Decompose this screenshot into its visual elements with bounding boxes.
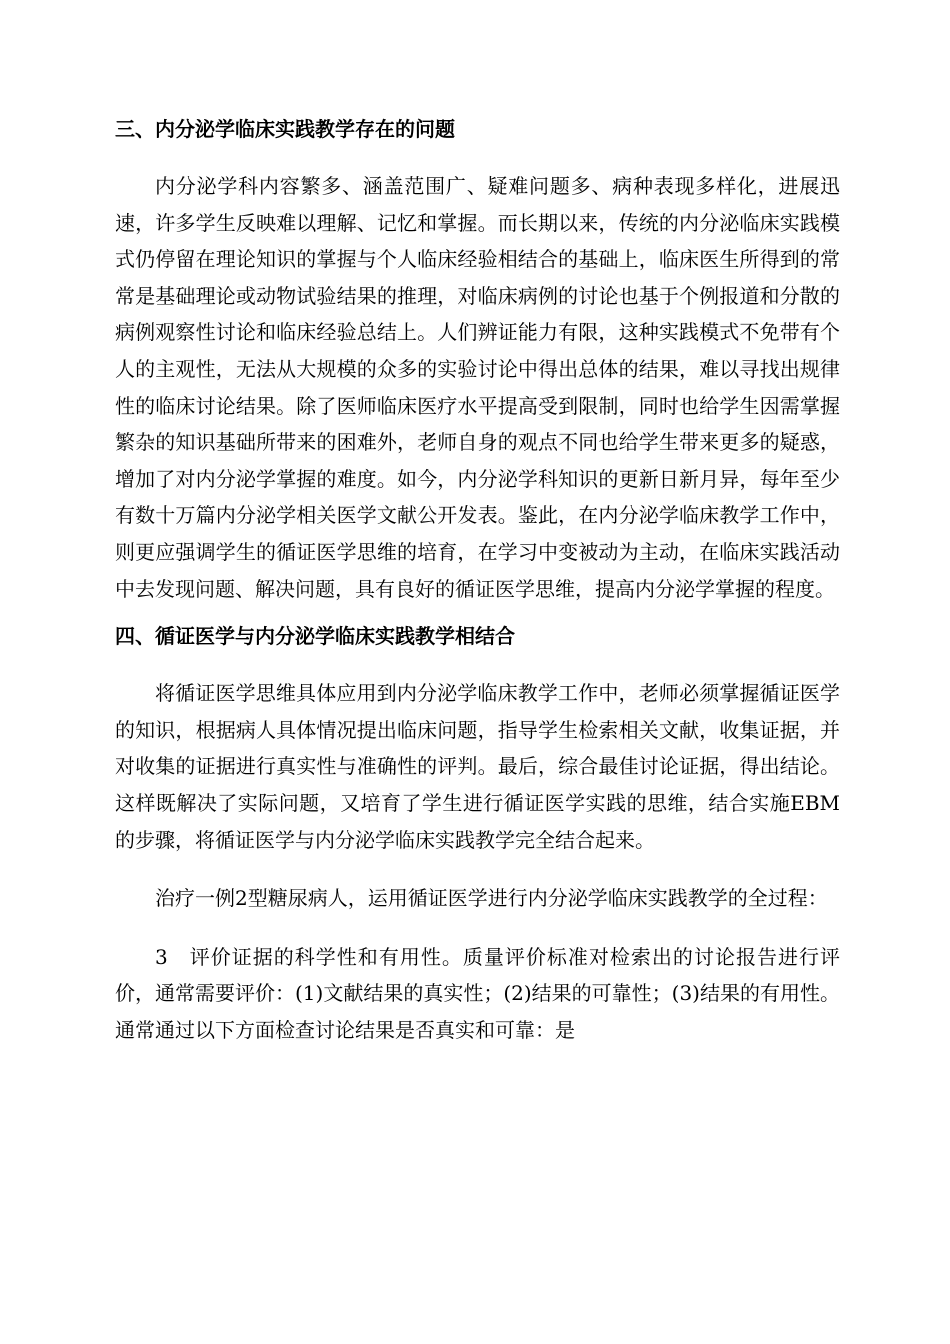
document-page (115, 112, 840, 1048)
section-4-paragraph-1: 将循证医学思维具体应用到内分泌学临床教学工作中，老师必须掌握循证医学的知识，根据病人具体情况提出临床问题，指导学生检索相关文献，收集证据，并对收集的证据进行真实性与准确性的评判。最后，综合最佳讨论证据，得出结论。这样既解决了实际问题，又培育了学生进行循证医学实践的思维，结合实施EBM的步骤，将循证医学与内分泌学临床实践教学完全结合起来。 (115, 681, 840, 852)
section-heading-3: 三、内分泌学临床实践教学存在的问题 (115, 117, 455, 141)
section-heading-4: 四、循证医学与内分泌学临床实践教学相结合 (115, 624, 515, 649)
section-4-paragraph-3: 3 评价证据的科学性和有用性。质量评价标准对检索出的讨论报告进行评价，通常需要评价：(1)文献结果的真实性；(2)结果的可靠性；(3)结果的有用性。通常通过以下方面检查讨论结果是否真实和可靠：是 (115, 944, 840, 1042)
section-4-paragraph-2: 治疗一例2型糖尿病人，运用循证医学进行内分泌学临床实践教学的全过程： (155, 886, 828, 911)
section-3-paragraph: 内分泌学科内容繁多、涵盖范围广、疑难问题多、病种表现多样化，进展迅速，许多学生反映难以理解、记忆和掌握。而长期以来，传统的内分泌临床实践模式仍停留在理论知识的掌握与个人临床经验相结合的基础上，临床医生所得到的常常是基础理论或动物试验结果的推理，对临床病例的讨论也基于个例报道和分散的病例观察性讨论和临床经验总结上。人们辨证能力有限，这种实践模式不免带有个人的主观性，无法从大规模的众多的实验讨论中得出总体的结果，难以寻找出规律性的临床讨论结果。除了医师临床医疗水平提高受到限制，同时也给学生因需掌握繁杂的知识基础所带来的困难外，老师自身的观点不同也给学生带来更多的疑惑，增加了对内分泌学掌握的难度。如今，内分泌学科知识的更新日新月异，每年至少有数十万篇内分泌学相关医学文献公开发表。鉴此，在内分泌学临床教学工作中，则更应强调学生的循证医学思维的培育，在学习中变被动为主动，在临床实践活动中去发现问题、解决问题，具有良好的循证医学思维，提高内分泌学掌握的程度。 (115, 174, 840, 601)
